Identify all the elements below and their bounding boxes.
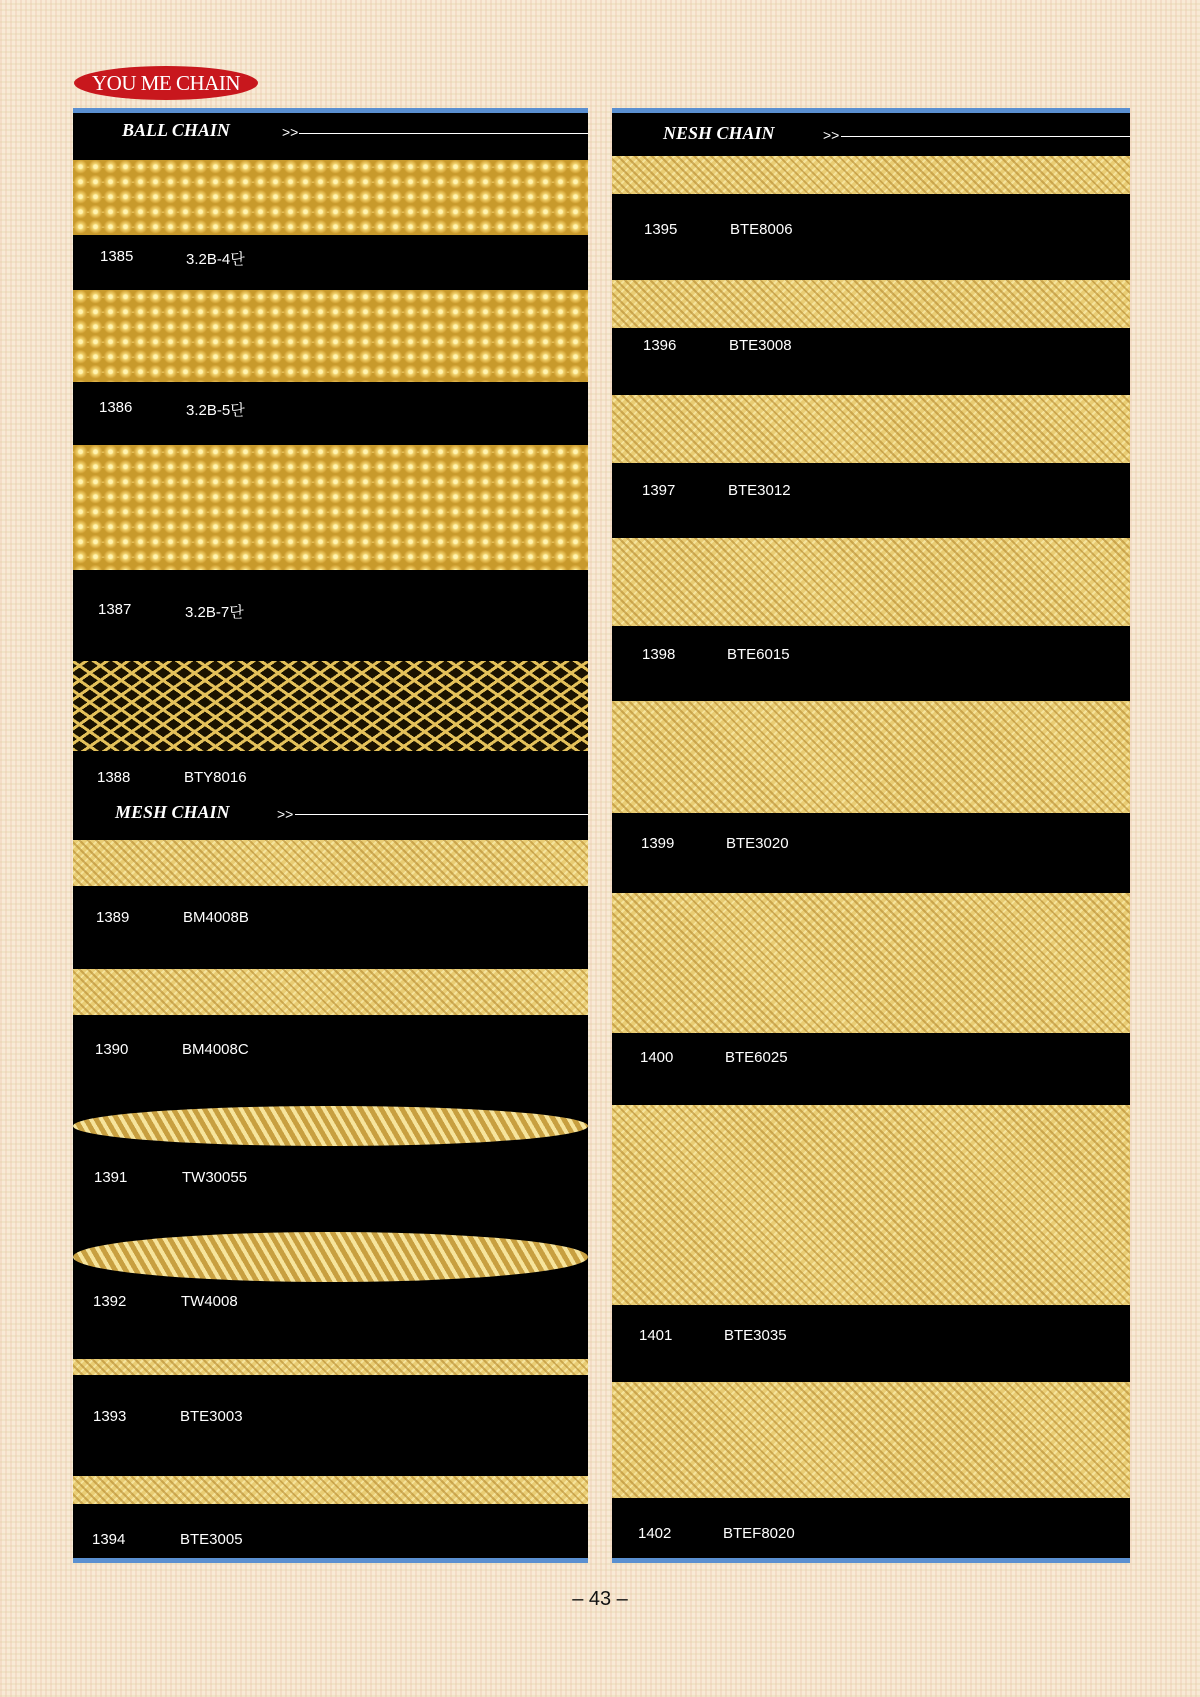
- chain-image-1393: [73, 1359, 588, 1375]
- mesh-chain-arrow: >>: [277, 806, 294, 822]
- chain-image-1394: [73, 1476, 588, 1504]
- item-number-1398: 1398: [642, 646, 676, 663]
- item-code-1400: BTE6025: [725, 1049, 788, 1066]
- item-code-1392: TW4008: [181, 1293, 238, 1310]
- item-code-1389: BM4008B: [183, 909, 249, 926]
- item-code-1385: 3.2B-4단: [186, 251, 245, 268]
- item-code-1402: BTEF8020: [723, 1525, 795, 1542]
- nesh-chain-title: NESH CHAIN: [663, 123, 775, 143]
- item-number-1395: 1395: [644, 221, 678, 238]
- chain-image-1386: [73, 290, 588, 382]
- chain-image-1395: [612, 156, 1130, 194]
- item-code-1396: BTE3008: [729, 337, 792, 354]
- chain-image-1387: [73, 445, 588, 570]
- chain-image-1388: [73, 661, 588, 751]
- item-number-1400: 1400: [640, 1049, 674, 1066]
- item-number-1388: 1388: [97, 769, 131, 786]
- item-code-1393: BTE3003: [180, 1408, 243, 1425]
- item-code-1394: BTE3005: [180, 1531, 243, 1548]
- item-number-1386: 1386: [99, 399, 133, 416]
- chain-image-1398: [612, 538, 1130, 626]
- ball-chain-title: BALL CHAIN: [122, 120, 230, 140]
- item-number-1385: 1385: [100, 248, 134, 265]
- item-number-1394: 1394: [92, 1531, 126, 1548]
- item-number-1401: 1401: [639, 1327, 673, 1344]
- chain-image-1390: [73, 969, 588, 1015]
- item-number-1397: 1397: [642, 482, 676, 499]
- item-code-1401: BTE3035: [724, 1327, 787, 1344]
- item-number-1402: 1402: [638, 1525, 672, 1542]
- ball-chain-arrow: >>: [282, 124, 299, 140]
- item-number-1391: 1391: [94, 1169, 128, 1186]
- item-code-1390: BM4008C: [182, 1041, 249, 1058]
- left-catalog-panel: [73, 108, 588, 1563]
- chain-image-1385: [73, 160, 588, 235]
- right-catalog-panel: [612, 108, 1130, 1563]
- item-number-1392: 1392: [93, 1293, 127, 1310]
- brand-logo: YOU ME CHAIN: [74, 66, 258, 100]
- chain-image-1401: [612, 1105, 1130, 1305]
- item-code-1391: TW30055: [182, 1169, 248, 1186]
- item-code-1395: BTE8006: [730, 221, 793, 238]
- item-code-1387: 3.2B-7단: [185, 604, 244, 621]
- item-number-1396: 1396: [643, 337, 677, 354]
- chain-image-1399: [612, 701, 1130, 813]
- item-number-1393: 1393: [93, 1408, 127, 1425]
- nesh-chain-arrow: >>: [823, 127, 840, 143]
- item-number-1390: 1390: [95, 1041, 129, 1058]
- chain-image-1402: [612, 1382, 1130, 1498]
- item-number-1387: 1387: [98, 601, 132, 618]
- item-code-1398: BTE6015: [727, 646, 790, 663]
- item-number-1389: 1389: [96, 909, 130, 926]
- chain-image-1400: [612, 893, 1130, 1033]
- nesh-chain-rule: [841, 136, 1130, 137]
- item-code-1388: BTY8016: [184, 769, 247, 786]
- item-code-1399: BTE3020: [726, 835, 789, 852]
- chain-image-1391: [73, 1106, 588, 1146]
- item-code-1397: BTE3012: [728, 482, 791, 499]
- item-number-1399: 1399: [641, 835, 675, 852]
- chain-image-1397: [612, 395, 1130, 463]
- mesh-chain-rule: [295, 814, 588, 815]
- chain-image-1389: [73, 840, 588, 886]
- ball-chain-rule: [299, 133, 588, 134]
- item-code-1386: 3.2B-5단: [186, 402, 245, 419]
- mesh-chain-title: MESH CHAIN: [115, 802, 230, 822]
- chain-image-1392: [73, 1232, 588, 1282]
- chain-image-1396: [612, 280, 1130, 328]
- page-number: – 43 –: [572, 1588, 628, 1610]
